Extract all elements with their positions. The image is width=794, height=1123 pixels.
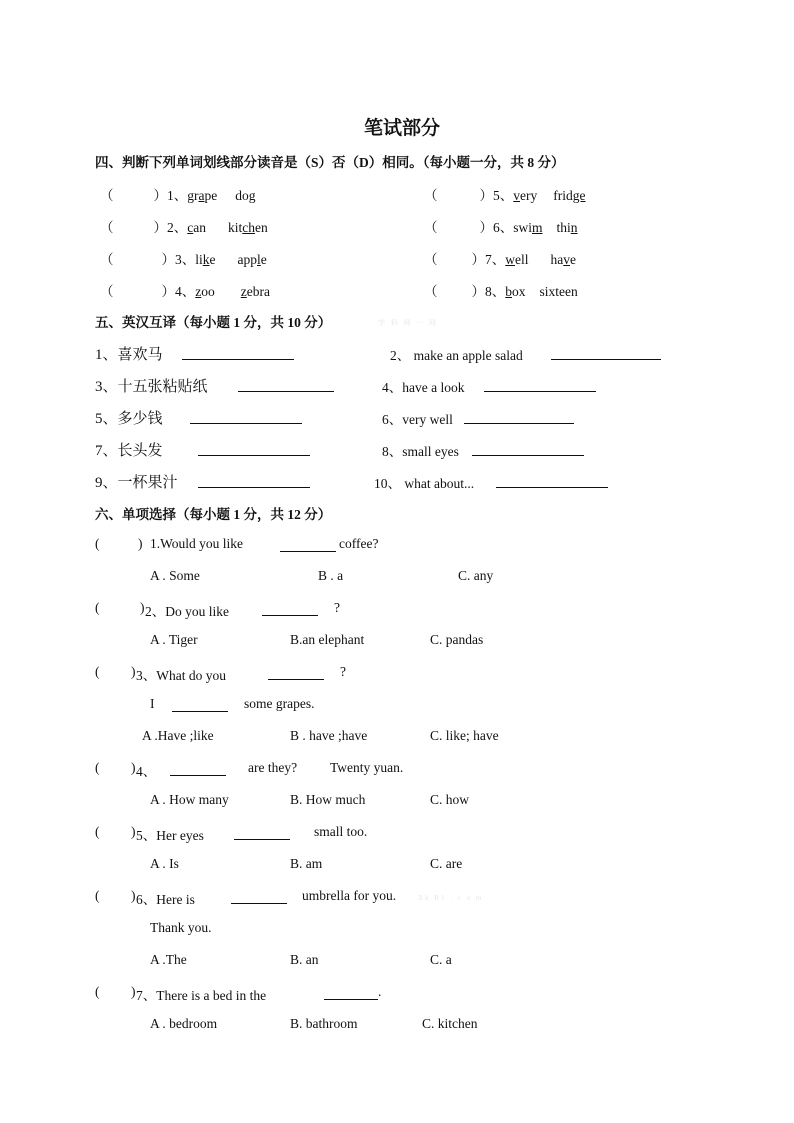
q1-option-c[interactable]: C. any xyxy=(458,568,494,583)
answer-line[interactable] xyxy=(182,345,294,360)
s4-item-7: （ ）7、well have xyxy=(424,252,576,267)
q6-option-c[interactable]: C. a xyxy=(430,952,452,967)
q6-stem-end: umbrella for you. xyxy=(302,888,397,903)
q1-option-a[interactable]: A . Some xyxy=(150,568,200,583)
q3-option-c[interactable]: C. like; have xyxy=(430,728,499,743)
s4-item-5: （ ）5、very fridge xyxy=(424,188,586,203)
q5-option-b[interactable]: B. am xyxy=(290,856,323,871)
q3-open-paren: ( xyxy=(95,664,100,679)
answer-line[interactable] xyxy=(496,473,608,488)
s5-item-2: 2、 make an apple salad xyxy=(390,348,523,363)
s5-item-4: 4、have a look xyxy=(382,380,465,395)
q5-open-paren: ( xyxy=(95,824,100,839)
q2-close-paren: ) xyxy=(140,600,145,615)
q4-stem: 4、 xyxy=(136,764,157,779)
s5-item-1: 1、喜欢马 xyxy=(95,347,163,363)
answer-line[interactable] xyxy=(551,345,661,360)
s5-item-6: 6、very well xyxy=(382,412,453,427)
q4-option-a[interactable]: A . How many xyxy=(150,792,229,807)
s5-item-7: 7、长头发 xyxy=(95,443,163,459)
q3-close-paren: ) xyxy=(131,664,136,679)
q4-close-paren: ) xyxy=(131,760,136,775)
watermark-text: 学 科 网 一 网 xyxy=(378,319,438,327)
q1-stem: 1.Would you like xyxy=(150,536,244,551)
s5-item-10: 10、 what about... xyxy=(374,476,475,491)
s5-item-3: 3、十五张粘贴纸 xyxy=(95,379,208,395)
q5-option-c[interactable]: C. are xyxy=(430,856,463,871)
q3-option-b[interactable]: B . have ;have xyxy=(290,728,368,743)
q7-stem-end: . xyxy=(378,984,382,999)
q2-stem: 2、Do you like xyxy=(145,604,229,619)
q1-open-paren: ( xyxy=(95,536,100,551)
q1-option-b[interactable]: B . a xyxy=(318,568,344,583)
q5-stem: 5、Her eyes xyxy=(136,828,204,843)
q5-close-paren: ) xyxy=(131,824,136,839)
q3-option-a[interactable]: A .Have ;like xyxy=(142,728,214,743)
section-6-heading: 六、单项选择（每小题 1 分，共 12 分） xyxy=(95,507,332,522)
page-title: 笔试部分 xyxy=(364,118,441,139)
answer-blank[interactable] xyxy=(172,697,228,712)
q4-option-b[interactable]: B. How much xyxy=(290,792,366,807)
answer-blank[interactable] xyxy=(268,665,324,680)
section-4-heading: 四、判断下列单词划线部分读音是（S）否（D）相同。（每小题一分，共 8 分） xyxy=(95,155,565,170)
q2-option-a[interactable]: A . Tiger xyxy=(150,632,198,647)
q6-close-paren: ) xyxy=(131,888,136,903)
answer-line[interactable] xyxy=(238,377,334,392)
q3-stem-end: ? xyxy=(340,664,346,679)
q4-option-c[interactable]: C. how xyxy=(430,792,470,807)
answer-line[interactable] xyxy=(472,441,584,456)
answer-blank[interactable] xyxy=(280,537,336,552)
s4-item-3: （ ）3、like apple xyxy=(100,252,267,267)
s4-item-4: （ ）4、zoo zebra xyxy=(100,284,270,299)
q3-sub-start: I xyxy=(150,696,155,711)
q2-option-b[interactable]: B.an elephant xyxy=(290,632,365,647)
answer-blank[interactable] xyxy=(324,985,378,1000)
answer-line[interactable] xyxy=(464,409,574,424)
s4-item-8: （ ）8、box sixteen xyxy=(424,284,578,299)
answer-blank[interactable] xyxy=(170,761,226,776)
q4-stem-mid: are they? xyxy=(248,760,298,775)
q5-option-a[interactable]: A . Is xyxy=(150,856,179,871)
q7-open-paren: ( xyxy=(95,984,100,999)
answer-line[interactable] xyxy=(484,377,596,392)
q7-option-b[interactable]: B. bathroom xyxy=(290,1016,358,1031)
q6-option-a[interactable]: A .The xyxy=(150,952,187,967)
answer-blank[interactable] xyxy=(262,601,318,616)
q4-reply: Twenty yuan. xyxy=(330,760,404,775)
q2-option-c[interactable]: C. pandas xyxy=(430,632,484,647)
q7-option-a[interactable]: A . bedroom xyxy=(150,1016,218,1031)
q3-sub-end: some grapes. xyxy=(244,696,315,711)
answer-line[interactable] xyxy=(198,473,310,488)
q6-option-b[interactable]: B. an xyxy=(290,952,319,967)
answer-line[interactable] xyxy=(190,409,302,424)
q6-stem: 6、Here is xyxy=(136,892,195,907)
q1-close-paren: ) xyxy=(138,536,143,551)
q3-stem: 3、What do you xyxy=(136,668,226,683)
q1-stem-end: coffee? xyxy=(339,536,379,551)
q4-open-paren: ( xyxy=(95,760,100,775)
q7-option-c[interactable]: C. kitchen xyxy=(422,1016,478,1031)
answer-blank[interactable] xyxy=(234,825,290,840)
s4-item-2: （ ）2、can kitchen xyxy=(100,220,268,235)
q7-stem: 7、There is a bed in the xyxy=(136,988,267,1003)
s5-item-9: 9、一杯果汁 xyxy=(95,475,178,491)
q2-open-paren: ( xyxy=(95,600,100,615)
section-5-heading: 五、英汉互译（每小题 1 分，共 10 分） xyxy=(95,315,332,330)
q6-open-paren: ( xyxy=(95,888,100,903)
q6-reply: Thank you. xyxy=(150,920,212,935)
q5-stem-end: small too. xyxy=(314,824,368,839)
q7-close-paren: ) xyxy=(131,984,136,999)
s5-item-8: 8、small eyes xyxy=(382,444,459,459)
s4-item-1: （ ）1、grape dog xyxy=(100,188,256,203)
watermark-text: Xk B1 . c o m xyxy=(418,894,484,902)
answer-line[interactable] xyxy=(198,441,310,456)
s5-item-5: 5、多少钱 xyxy=(95,411,163,427)
s4-item-6: （ ）6、swim thin xyxy=(424,220,578,235)
q2-stem-end: ? xyxy=(334,600,340,615)
answer-blank[interactable] xyxy=(231,889,287,904)
